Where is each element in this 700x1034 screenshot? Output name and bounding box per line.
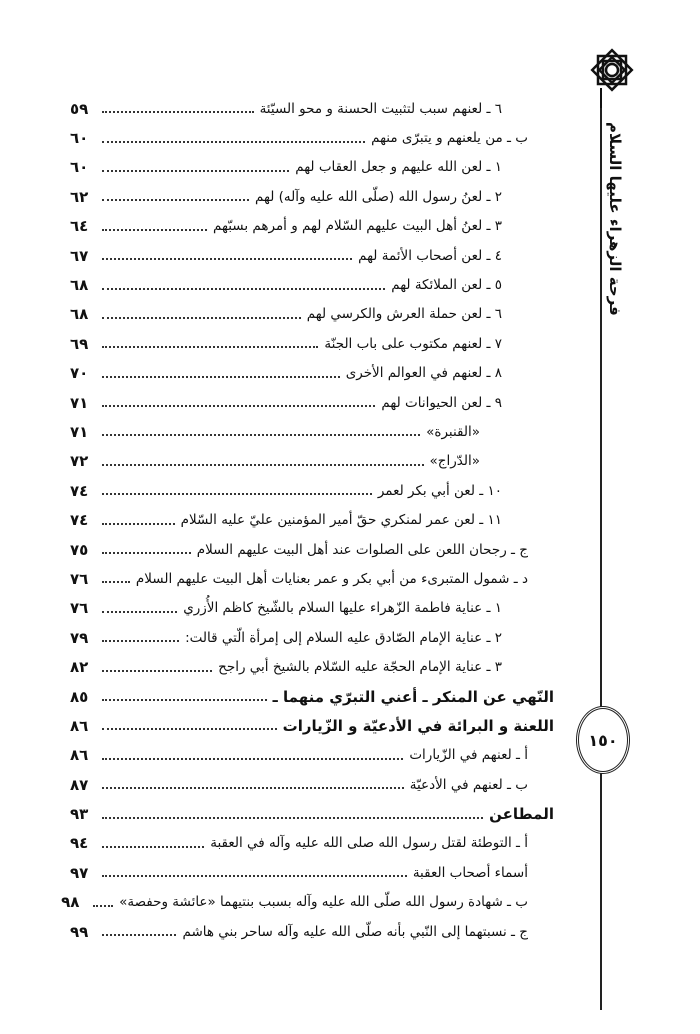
toc-entry[interactable] bbox=[70, 153, 554, 182]
dot-leader bbox=[102, 228, 207, 231]
toc-entry-title: ب ـ لعنهم في الأدعيّة bbox=[409, 776, 528, 793]
toc-entry[interactable] bbox=[70, 476, 554, 505]
dot-leader bbox=[102, 639, 179, 642]
toc-entry[interactable] bbox=[61, 888, 554, 917]
toc-entry[interactable] bbox=[70, 300, 554, 329]
dot-leader bbox=[102, 727, 277, 730]
toc-entry-title: اللعنة و البرائة في الأدعيّة و الزّيارات bbox=[282, 716, 554, 735]
toc-entry-page: ٧٤ bbox=[70, 511, 89, 530]
toc-entry-page: ٧٥ bbox=[70, 540, 89, 559]
toc-entry-title: ١ ـ عناية فاطمة الزّهراء عليها السلام بالشّيخ كاظم الأُزري bbox=[183, 600, 502, 617]
toc-entry-page: ٧٩ bbox=[70, 628, 89, 647]
toc-entry-page: ٧٦ bbox=[70, 599, 89, 618]
toc-entry[interactable] bbox=[70, 447, 554, 476]
toc-entry-page: ٩٨ bbox=[61, 893, 80, 912]
dot-leader bbox=[102, 580, 130, 583]
toc-entry[interactable] bbox=[70, 94, 554, 123]
toc-entry[interactable] bbox=[70, 564, 554, 593]
toc-entry-title: ج ـ نسبتهما إلى النّبي بأنه صلّى الله عليه وآله ساحر بني هاشم bbox=[182, 923, 528, 940]
dot-leader bbox=[102, 169, 289, 172]
toc-entry-title: ٨ ـ لعنهم في العوالم الأخرى bbox=[345, 365, 502, 382]
dot-leader bbox=[102, 933, 176, 936]
dot-leader bbox=[102, 492, 372, 495]
toc-entry[interactable] bbox=[70, 623, 554, 652]
dot-leader bbox=[102, 316, 301, 319]
toc-entry[interactable] bbox=[70, 417, 554, 446]
toc-entry[interactable] bbox=[70, 799, 554, 828]
dot-leader bbox=[102, 698, 267, 701]
toc-entry-page: ٧١ bbox=[70, 393, 89, 412]
toc-entry-page: ٦٧ bbox=[70, 246, 89, 265]
toc-entry[interactable] bbox=[70, 829, 554, 858]
toc-entry-title: ٩ ـ لعن الحيوانات لهم bbox=[381, 394, 502, 411]
dot-leader bbox=[102, 198, 249, 201]
toc-entry[interactable] bbox=[70, 711, 554, 740]
toc-entry-title: ٣ ـ لعنُ أهل البيت عليهم السّلام لهم و أمرهم بسبّهم bbox=[213, 218, 502, 235]
toc-entry[interactable] bbox=[70, 241, 554, 270]
toc-entry[interactable] bbox=[70, 388, 554, 417]
toc-entry-title: أ ـ لعنهم في الزّيارات bbox=[409, 747, 528, 764]
toc-entry[interactable] bbox=[70, 858, 554, 887]
toc-entry-title: أ ـ التوطئة لقتل رسول الله صلى الله عليه وآله في العقبة bbox=[210, 835, 528, 852]
toc-entry-title: ٧ ـ لعنهم مكتوب على باب الجنّة bbox=[324, 335, 502, 352]
toc-entry[interactable] bbox=[70, 270, 554, 299]
toc-entry-title: د ـ شمول المتبرىء من أبي بكر و عمر بعنايات أهل البيت عليهم السلام bbox=[135, 570, 528, 587]
dot-leader bbox=[102, 375, 340, 378]
toc-entry-page: ٧٦ bbox=[70, 569, 89, 588]
dot-leader bbox=[102, 433, 420, 436]
toc-entry-title: ٦ ـ لعنهم سبب لتثبيت الحسنة و محو السيّئة bbox=[259, 100, 502, 117]
dot-leader bbox=[102, 404, 375, 407]
toc-entry-page: ٦٨ bbox=[70, 305, 89, 324]
dot-leader bbox=[102, 845, 204, 848]
toc-entry[interactable] bbox=[70, 505, 554, 534]
toc-entry-page: ٧٢ bbox=[70, 452, 89, 471]
toc-entry-title: ١١ ـ لعن عمر لمنكري حقّ أمير المؤمنين عليّ عليه السّلام bbox=[180, 512, 502, 529]
toc-entry-title: ب ـ من يلعنهم و يتبرّى منهم bbox=[371, 130, 528, 147]
margin-rule bbox=[600, 108, 602, 1010]
dot-leader bbox=[102, 287, 385, 290]
dot-leader bbox=[102, 110, 254, 113]
toc-entry-page: ٦٠ bbox=[70, 158, 89, 177]
toc-entry[interactable] bbox=[70, 917, 554, 946]
dot-leader bbox=[102, 757, 403, 760]
toc-entry[interactable] bbox=[70, 359, 554, 388]
toc-entry-title: ٢ ـ عناية الإمام الصّادق عليه السلام إلى إمرأة الّتي قالت: bbox=[185, 629, 502, 646]
toc-entry-page: ٦٩ bbox=[70, 334, 89, 353]
dot-leader bbox=[102, 140, 365, 143]
toc-entry[interactable] bbox=[70, 594, 554, 623]
toc-entry-title: «القنبرة» bbox=[426, 423, 480, 440]
toc-entry-page: ٩٤ bbox=[70, 834, 89, 853]
toc-entry-page: ٦٨ bbox=[70, 276, 89, 295]
toc-entry-page: ٨٦ bbox=[70, 746, 89, 765]
dot-leader bbox=[102, 610, 177, 613]
toc-entry-title: ٣ ـ عناية الإمام الحجّة عليه السّلام بالشيخ أبي راجح bbox=[218, 659, 502, 676]
dot-leader bbox=[93, 904, 113, 907]
toc-entry[interactable] bbox=[70, 123, 554, 152]
toc-entry[interactable] bbox=[70, 212, 554, 241]
toc-entry-page: ٨٧ bbox=[70, 775, 89, 794]
toc-entry-page: ٧٠ bbox=[70, 364, 89, 383]
page-number: ١٥٠ bbox=[588, 730, 618, 750]
toc-entry[interactable] bbox=[70, 770, 554, 799]
toc-entry-page: ٩٣ bbox=[70, 805, 89, 824]
toc-entry-page: ٨٥ bbox=[70, 687, 89, 706]
toc-entry-title: «الدّراج» bbox=[429, 453, 480, 470]
dot-leader bbox=[102, 816, 483, 819]
toc-entry[interactable] bbox=[70, 682, 554, 711]
toc-entry[interactable] bbox=[70, 741, 554, 770]
toc-entry-title: ٦ ـ لعن حملة العرش والكرسي لهم bbox=[306, 306, 502, 323]
running-title: فرحة الزهراء عليها السلام bbox=[606, 118, 624, 320]
toc-entry-page: ٩٩ bbox=[70, 922, 89, 941]
toc-entry-page: ٧١ bbox=[70, 422, 89, 441]
toc-entry-page: ٦٤ bbox=[70, 217, 89, 236]
page-number-badge bbox=[576, 706, 630, 774]
toc-entry-title: ج ـ رجحان اللعن على الصلوات عند أهل البيت عليهم السلام bbox=[196, 541, 528, 558]
dot-leader bbox=[102, 463, 424, 466]
toc-entry-title: ٥ ـ لعن الملائكة لهم bbox=[391, 277, 502, 294]
toc-entry-title: ٢ ـ لعنُ رسول الله (صلّى الله عليه وآله) لهم bbox=[255, 188, 502, 205]
toc-entry-title: المطاعن bbox=[489, 805, 554, 824]
dot-leader bbox=[102, 257, 352, 260]
toc-entry-page: ٦٠ bbox=[70, 129, 89, 148]
toc-entry-page: ٦٢ bbox=[70, 187, 89, 206]
dot-leader bbox=[102, 786, 404, 789]
dot-leader bbox=[102, 345, 318, 348]
toc-entry-title: النّهي عن المنكر ـ أعني التبرّي منهما ـ bbox=[272, 687, 554, 706]
dot-leader bbox=[102, 874, 407, 877]
toc-entry[interactable] bbox=[70, 535, 554, 564]
toc-entry-title: أسماء أصحاب العقبة bbox=[412, 864, 528, 881]
toc-entry-title: ب ـ شهادة رسول الله صلّى الله عليه وآله بسبب بنتيهما «عائشة وحفصة» bbox=[119, 894, 528, 911]
toc-entry-title: ١٠ ـ لعن أبي بكر لعمر bbox=[377, 482, 502, 499]
toc-entry-page: ٩٧ bbox=[70, 863, 89, 882]
toc-entry[interactable] bbox=[70, 652, 554, 681]
toc-entry-page: ٧٤ bbox=[70, 481, 89, 500]
toc-entry-page: ٨٢ bbox=[70, 658, 89, 677]
toc-entry[interactable] bbox=[70, 329, 554, 358]
dot-leader bbox=[102, 669, 212, 672]
toc-entry-title: ١ ـ لعن الله عليهم و جعل العقاب لهم bbox=[295, 159, 502, 176]
toc-entry-page: ٥٩ bbox=[70, 99, 89, 118]
star-ornament-icon bbox=[590, 48, 634, 112]
table-of-contents bbox=[61, 94, 554, 946]
toc-entry-page: ٨٦ bbox=[70, 716, 89, 735]
dot-leader bbox=[102, 551, 191, 554]
dot-leader bbox=[102, 522, 175, 525]
toc-entry[interactable] bbox=[70, 182, 554, 211]
toc-entry-title: ٤ ـ لعن أصحاب الأئمة لهم bbox=[358, 247, 502, 264]
